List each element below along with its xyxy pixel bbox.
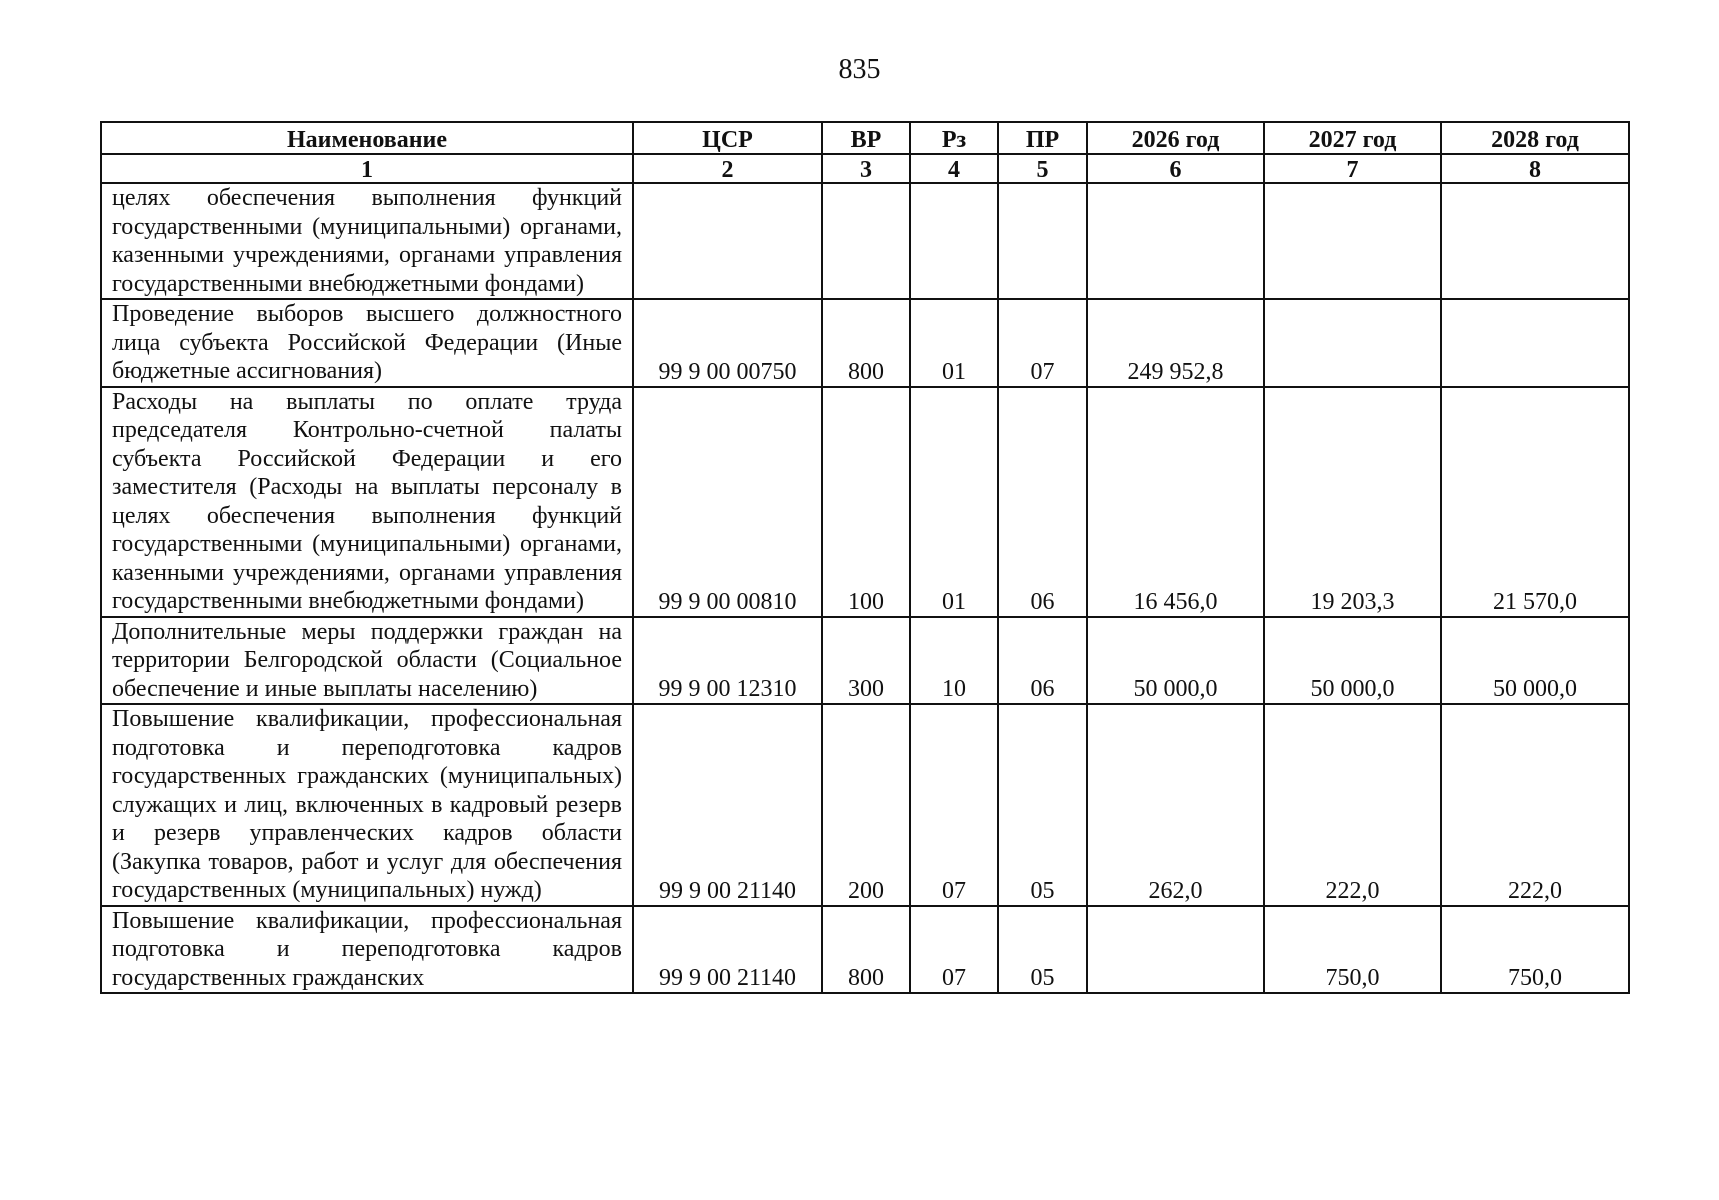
row-rz: 01 [910, 387, 998, 617]
row-pr: 06 [998, 387, 1087, 617]
header-row [101, 122, 1629, 154]
row-2026: 249 952,8 [1087, 299, 1264, 387]
row-rz: 01 [910, 299, 998, 387]
row-rz: 07 [910, 906, 998, 994]
column-number: 7 [1264, 154, 1441, 183]
row-2027: 750,0 [1264, 906, 1441, 994]
row-pr: 07 [998, 299, 1087, 387]
row-2028: 222,0 [1441, 704, 1629, 906]
table-row [101, 299, 1629, 387]
column-number: 5 [998, 154, 1087, 183]
row-pr: 05 [998, 906, 1087, 994]
row-pr [998, 183, 1087, 299]
table-row [101, 906, 1629, 994]
column-number-row [101, 154, 1629, 183]
column-number: 2 [633, 154, 822, 183]
table-row [101, 183, 1629, 299]
row-csr: 99 9 00 21140 [633, 704, 822, 906]
row-2027 [1264, 183, 1441, 299]
column-number: 4 [910, 154, 998, 183]
column-number: 6 [1087, 154, 1264, 183]
row-csr: 99 9 00 00810 [633, 387, 822, 617]
header-rz: Рз [910, 122, 998, 154]
row-vr: 800 [822, 299, 910, 387]
row-vr: 200 [822, 704, 910, 906]
row-csr: 99 9 00 12310 [633, 617, 822, 705]
row-pr: 06 [998, 617, 1087, 705]
row-name: Повышение квалификации, профессиональная подготовка и переподготовка кадров государственных гражданских (муниципальных) служащих и лиц, включенных в кадровый резерв и резерв управленческих кадров области (Закупка товаров, работ и услуг для обеспечения государственных (муниципальных) нужд) [101, 704, 633, 906]
row-2026: 50 000,0 [1087, 617, 1264, 705]
row-2026: 262,0 [1087, 704, 1264, 906]
row-vr [822, 183, 910, 299]
header-vr: ВР [822, 122, 910, 154]
row-vr: 800 [822, 906, 910, 994]
row-name: Расходы на выплаты по оплате труда председателя Контрольно-счетной палаты субъекта Российской Федерации и его заместителя (Расходы на выплаты персоналу в целях обеспечения выполнения функций государственными (муниципальными) органами, казенными учреждениями, органами управления государственными внебюджетными фондами) [101, 387, 633, 617]
row-2026 [1087, 183, 1264, 299]
budget-table [100, 121, 1630, 994]
row-2028: 50 000,0 [1441, 617, 1629, 705]
header-2027: 2027 год [1264, 122, 1441, 154]
row-name: Повышение квалификации, профессиональная подготовка и переподготовка кадров государственных гражданских [101, 906, 633, 994]
table-row [101, 704, 1629, 906]
row-rz [910, 183, 998, 299]
row-2028 [1441, 299, 1629, 387]
row-csr: 99 9 00 00750 [633, 299, 822, 387]
row-2027: 222,0 [1264, 704, 1441, 906]
row-pr: 05 [998, 704, 1087, 906]
header-csr: ЦСР [633, 122, 822, 154]
row-2027: 50 000,0 [1264, 617, 1441, 705]
row-rz: 10 [910, 617, 998, 705]
row-name: Проведение выборов высшего должностного лица субъекта Российской Федерации (Иные бюджетные ассигнования) [101, 299, 633, 387]
row-2026: 16 456,0 [1087, 387, 1264, 617]
row-vr: 100 [822, 387, 910, 617]
row-2026 [1087, 906, 1264, 994]
row-name: Дополнительные меры поддержки граждан на территории Белгородской области (Социальное обеспечение и иные выплаты населению) [101, 617, 633, 705]
row-2027: 19 203,3 [1264, 387, 1441, 617]
header-2026: 2026 год [1087, 122, 1264, 154]
row-2027 [1264, 299, 1441, 387]
header-2028: 2028 год [1441, 122, 1629, 154]
row-rz: 07 [910, 704, 998, 906]
header-name: Наименование [101, 122, 633, 154]
row-2028 [1441, 183, 1629, 299]
row-csr [633, 183, 822, 299]
column-number: 1 [101, 154, 633, 183]
row-vr: 300 [822, 617, 910, 705]
row-2028: 750,0 [1441, 906, 1629, 994]
page-number: 835 [838, 54, 881, 85]
header-pr: ПР [998, 122, 1087, 154]
row-csr: 99 9 00 21140 [633, 906, 822, 994]
column-number: 8 [1441, 154, 1629, 183]
table-row [101, 617, 1629, 705]
row-name: целях обеспечения выполнения функций государственными (муниципальными) органами, казенными учреждениями, органами управления государственными внебюджетными фондами) [101, 183, 633, 299]
table-row [101, 387, 1629, 617]
column-number: 3 [822, 154, 910, 183]
row-2028: 21 570,0 [1441, 387, 1629, 617]
